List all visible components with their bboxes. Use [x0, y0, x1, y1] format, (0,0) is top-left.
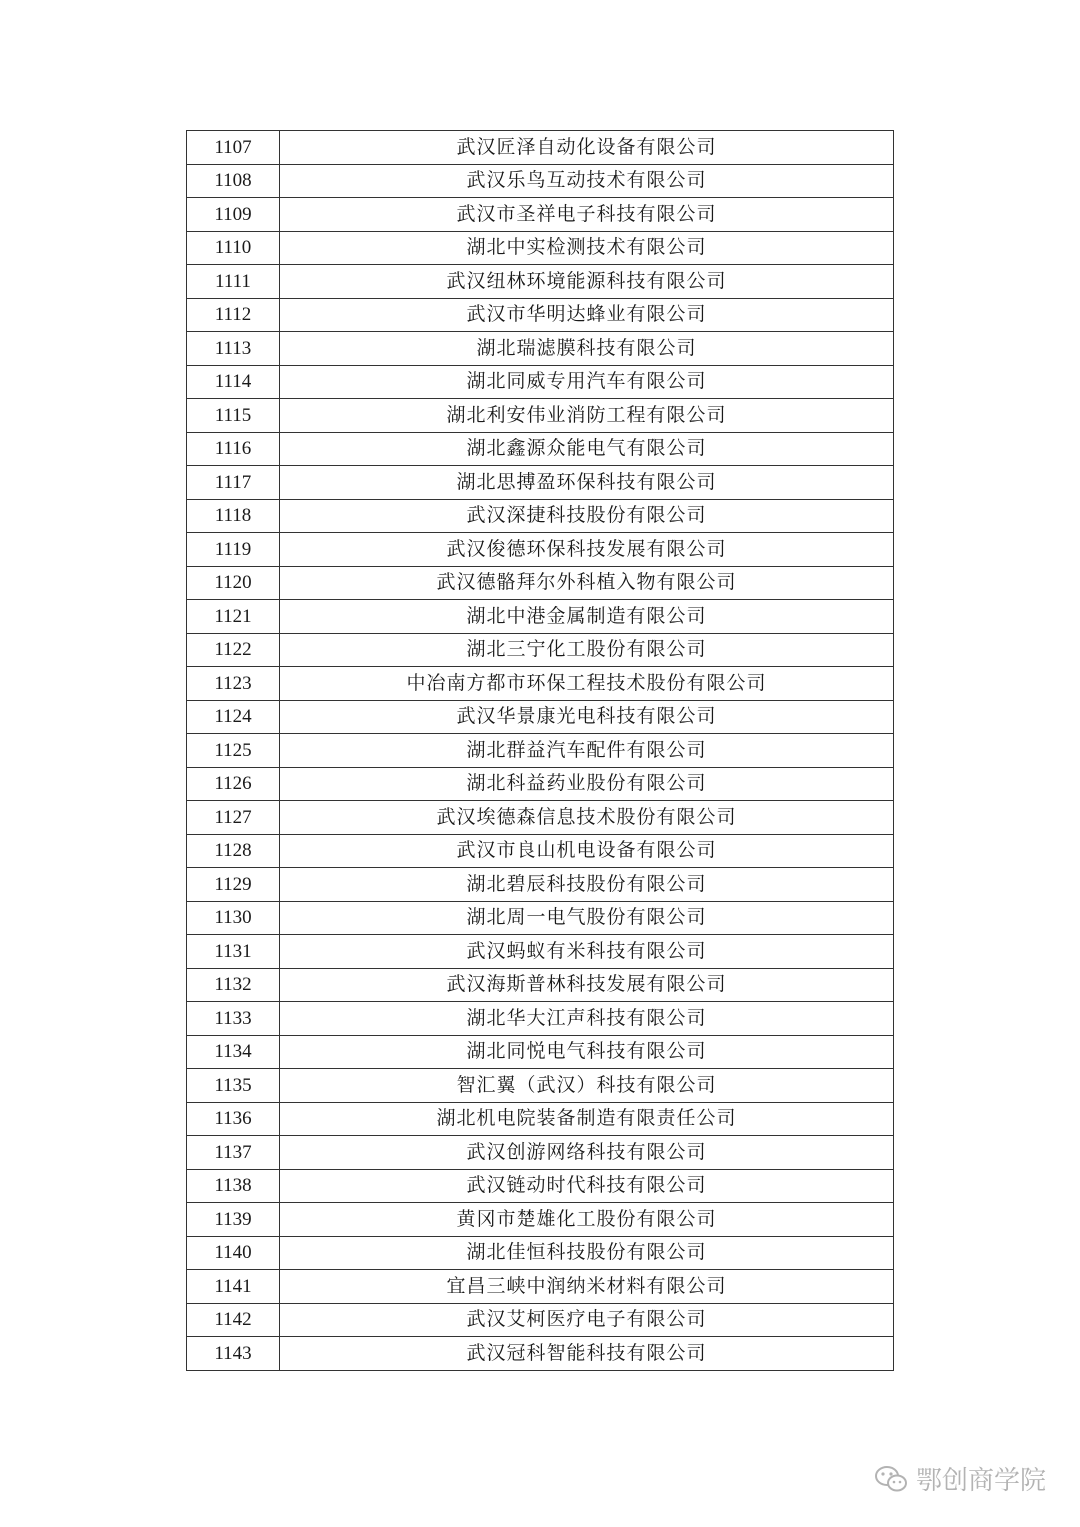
- company-name: 武汉市良山机电设备有限公司: [280, 834, 894, 868]
- table-row: [187, 667, 894, 701]
- row-number: 1128: [187, 834, 280, 868]
- company-name: 武汉德骼拜尔外科植入物有限公司: [280, 566, 894, 600]
- table-row: [187, 834, 894, 868]
- company-name: 湖北三宁化工股份有限公司: [280, 633, 894, 667]
- company-name: 武汉蚂蚁有米科技有限公司: [280, 935, 894, 969]
- table-row: [187, 868, 894, 902]
- company-name: 武汉艾柯医疗电子有限公司: [280, 1303, 894, 1337]
- company-name: 湖北同悦电气科技有限公司: [280, 1035, 894, 1069]
- company-name: 武汉海斯普林科技发展有限公司: [280, 968, 894, 1002]
- row-number: 1108: [187, 164, 280, 198]
- row-number: 1136: [187, 1102, 280, 1136]
- company-name: 武汉乐鸟互动技术有限公司: [280, 164, 894, 198]
- table-row: [187, 466, 894, 500]
- company-list-table: [186, 130, 894, 1371]
- company-name: 中冶南方都市环保工程技术股份有限公司: [280, 667, 894, 701]
- row-number: 1124: [187, 700, 280, 734]
- row-number: 1126: [187, 767, 280, 801]
- row-number: 1133: [187, 1002, 280, 1036]
- company-name: 武汉俊德环保科技发展有限公司: [280, 533, 894, 567]
- company-name: 武汉链动时代科技有限公司: [280, 1169, 894, 1203]
- company-list-body: [187, 131, 894, 1371]
- company-name: 湖北中实检测技术有限公司: [280, 231, 894, 265]
- table-row: [187, 1337, 894, 1371]
- table-row: [187, 399, 894, 433]
- wechat-icon: [874, 1465, 908, 1493]
- row-number: 1122: [187, 633, 280, 667]
- table-row: [187, 499, 894, 533]
- row-number: 1110: [187, 231, 280, 265]
- company-name: 湖北碧辰科技股份有限公司: [280, 868, 894, 902]
- company-name: 武汉华景康光电科技有限公司: [280, 700, 894, 734]
- row-number: 1125: [187, 734, 280, 768]
- table-row: [187, 1203, 894, 1237]
- table-row: [187, 1169, 894, 1203]
- table-row: [187, 633, 894, 667]
- table-row: [187, 298, 894, 332]
- row-number: 1130: [187, 901, 280, 935]
- row-number: 1139: [187, 1203, 280, 1237]
- table-row: [187, 1035, 894, 1069]
- company-name: 湖北瑞滤膜科技有限公司: [280, 332, 894, 366]
- company-name: 武汉纽林环境能源科技有限公司: [280, 265, 894, 299]
- watermark: [874, 1460, 1046, 1497]
- row-number: 1140: [187, 1236, 280, 1270]
- table-row: [187, 265, 894, 299]
- row-number: 1132: [187, 968, 280, 1002]
- company-name: 智汇翼（武汉）科技有限公司: [280, 1069, 894, 1103]
- row-number: 1113: [187, 332, 280, 366]
- company-name: 湖北华大江声科技有限公司: [280, 1002, 894, 1036]
- row-number: 1134: [187, 1035, 280, 1069]
- row-number: 1107: [187, 131, 280, 165]
- row-number: 1111: [187, 265, 280, 299]
- table-row: [187, 801, 894, 835]
- row-number: 1143: [187, 1337, 280, 1371]
- row-number: 1129: [187, 868, 280, 902]
- table-row: [187, 1236, 894, 1270]
- row-number: 1118: [187, 499, 280, 533]
- company-name: 武汉市华明达蜂业有限公司: [280, 298, 894, 332]
- table-row: [187, 700, 894, 734]
- table-row: [187, 432, 894, 466]
- company-name: 湖北周一电气股份有限公司: [280, 901, 894, 935]
- table-row: [187, 164, 894, 198]
- company-name: 武汉匠泽自动化设备有限公司: [280, 131, 894, 165]
- row-number: 1120: [187, 566, 280, 600]
- table-row: [187, 935, 894, 969]
- company-name: 湖北鑫源众能电气有限公司: [280, 432, 894, 466]
- row-number: 1127: [187, 801, 280, 835]
- table-row: [187, 1102, 894, 1136]
- table-row: [187, 1303, 894, 1337]
- row-number: 1135: [187, 1069, 280, 1103]
- watermark-text: 鄂创商学院: [915, 1466, 1046, 1496]
- table-row: [187, 1136, 894, 1170]
- table-row: [187, 198, 894, 232]
- table-row: [187, 767, 894, 801]
- company-name: 湖北同威专用汽车有限公司: [280, 365, 894, 399]
- company-name: 武汉创游网络科技有限公司: [280, 1136, 894, 1170]
- company-name: 湖北群益汽车配件有限公司: [280, 734, 894, 768]
- table-row: [187, 566, 894, 600]
- table-row: [187, 600, 894, 634]
- row-number: 1123: [187, 667, 280, 701]
- table-row: [187, 968, 894, 1002]
- company-name: 武汉市圣祥电子科技有限公司: [280, 198, 894, 232]
- row-number: 1115: [187, 399, 280, 433]
- table-row: [187, 1270, 894, 1304]
- company-name: 武汉埃德森信息技术股份有限公司: [280, 801, 894, 835]
- company-name: 黄冈市楚雄化工股份有限公司: [280, 1203, 894, 1237]
- company-name: 湖北科益药业股份有限公司: [280, 767, 894, 801]
- table-row: [187, 734, 894, 768]
- row-number: 1117: [187, 466, 280, 500]
- company-name: 湖北佳恒科技股份有限公司: [280, 1236, 894, 1270]
- company-name: 湖北中港金属制造有限公司: [280, 600, 894, 634]
- table-row: [187, 533, 894, 567]
- company-name: 湖北机电院装备制造有限责任公司: [280, 1102, 894, 1136]
- table-row: [187, 365, 894, 399]
- company-name: 武汉深捷科技股份有限公司: [280, 499, 894, 533]
- row-number: 1112: [187, 298, 280, 332]
- row-number: 1114: [187, 365, 280, 399]
- row-number: 1119: [187, 533, 280, 567]
- company-name: 湖北思搏盈环保科技有限公司: [280, 466, 894, 500]
- row-number: 1142: [187, 1303, 280, 1337]
- table-row: [187, 332, 894, 366]
- company-name: 武汉冠科智能科技有限公司: [280, 1337, 894, 1371]
- table-row: [187, 1002, 894, 1036]
- company-name: 湖北利安伟业消防工程有限公司: [280, 399, 894, 433]
- row-number: 1131: [187, 935, 280, 969]
- row-number: 1141: [187, 1270, 280, 1304]
- table-row: [187, 1069, 894, 1103]
- row-number: 1137: [187, 1136, 280, 1170]
- table-row: [187, 901, 894, 935]
- table-row: [187, 131, 894, 165]
- row-number: 1138: [187, 1169, 280, 1203]
- row-number: 1116: [187, 432, 280, 466]
- row-number: 1121: [187, 600, 280, 634]
- row-number: 1109: [187, 198, 280, 232]
- company-name: 宜昌三峡中润纳米材料有限公司: [280, 1270, 894, 1304]
- table-row: [187, 231, 894, 265]
